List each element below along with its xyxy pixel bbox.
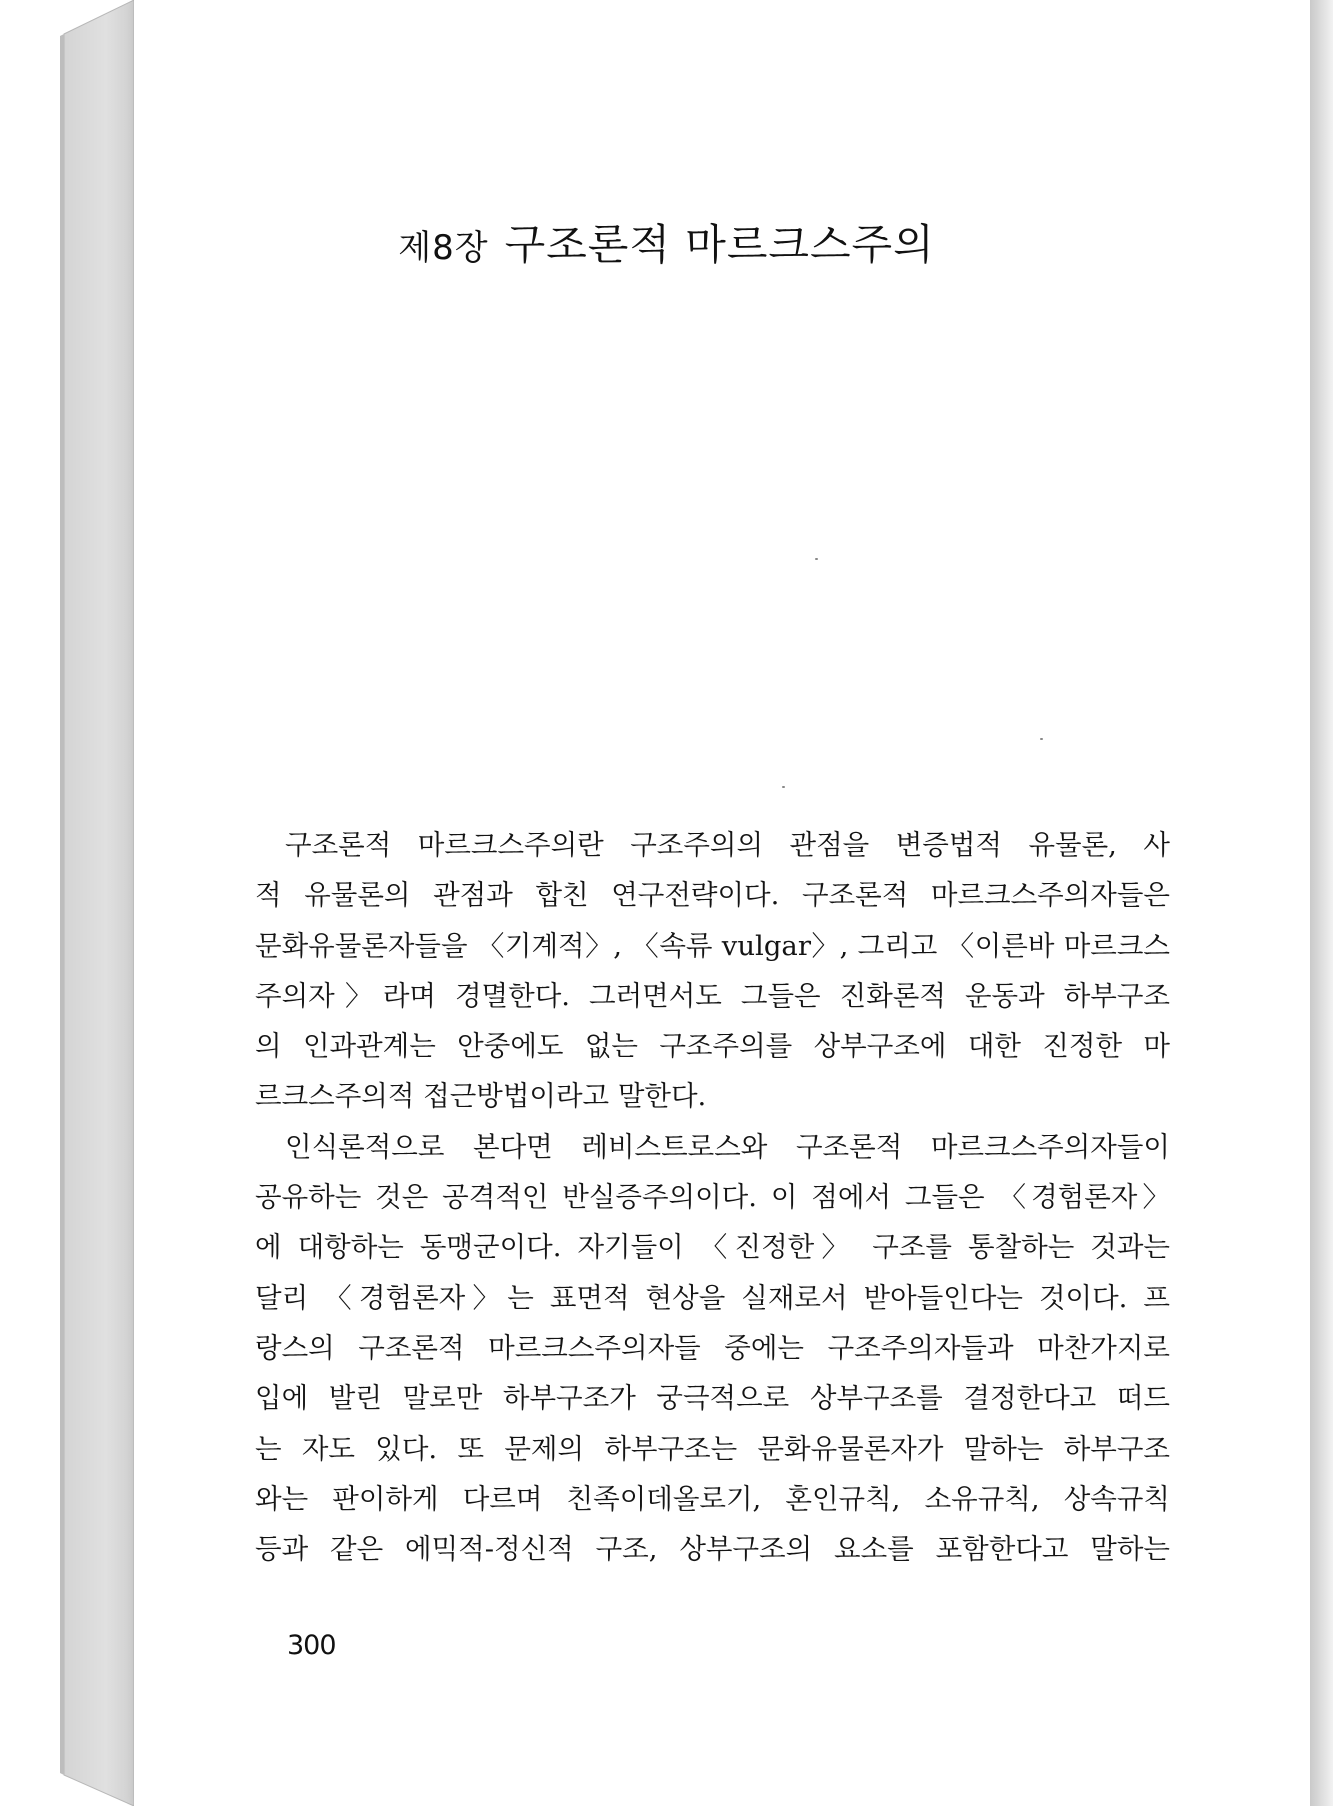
chapter-heading: 구조론적 마르크스주의	[504, 220, 935, 269]
text-line: 르크스주의적 접근방법이라고 말한다.	[255, 1080, 707, 1113]
text-line: 랑스의 구조론적 마르크스주의자들 중에는 구조주의자들과 마찬가지로	[255, 1331, 1170, 1364]
text-line: 적 유물론의 관점과 합친 연구전략이다. 구조론적 마르크스주의자들은	[255, 879, 1170, 912]
text-line: 의 인과관계는 안중에도 없는 구조주의를 상부구조에 대한 진정한 마	[255, 1030, 1170, 1063]
text-line: 달리 〈경험론자〉는 표면적 현상을 실재로서 받아들인다는 것이다. 프	[255, 1281, 1170, 1314]
scan-speck	[815, 558, 818, 560]
text-line: 입에 발린 말로만 하부구조가 궁극적으로 상부구조를 결정한다고 떠드	[255, 1382, 1170, 1415]
text-line: 인식론적으로 본다면 레비스트로스와 구조론적 마르크스주의자들이	[285, 1130, 1170, 1163]
scan-speck	[782, 786, 785, 788]
paragraph-1	[255, 820, 1170, 1122]
text-line: 구조론적 마르크스주의란 구조주의의 관점을 변증법적 유물론, 사	[285, 829, 1170, 861]
scan-speck	[1040, 738, 1043, 740]
text-line: 는 자도 있다. 또 문제의 하부구조는 문화유물론자가 말하는 하부구조	[255, 1432, 1170, 1465]
text-line: 와는 판이하게 다르며 친족이데올로기, 혼인규칙, 소유규칙, 상속규칙	[255, 1482, 1170, 1515]
text-line: 문화유물론자들을 〈기계적〉, 〈속류 vulgar〉, 그리고 〈이른바 마르크스	[255, 929, 1170, 962]
text-line: 주의자〉라며 경멸한다. 그러면서도 그들은 진화론적 운동과 하부구조	[255, 979, 1170, 1012]
chapter-title	[0, 212, 1333, 272]
body-text	[255, 820, 1170, 1574]
text-line: 에 대항하는 동맹군이다. 자기들이 〈진정한〉 구조를 통찰하는 것과는	[255, 1231, 1170, 1264]
text-line: 공유하는 것은 공격적인 반실증주의이다. 이 점에서 그들은 〈경험론자〉	[255, 1181, 1170, 1214]
paragraph-2	[255, 1122, 1170, 1575]
chapter-number: 제8장	[398, 228, 489, 268]
text-line: 등과 같은 에믹적-정신적 구조, 상부구조의 요소를 포함한다고 말하는	[255, 1533, 1170, 1566]
page-number: 300	[287, 1630, 336, 1661]
